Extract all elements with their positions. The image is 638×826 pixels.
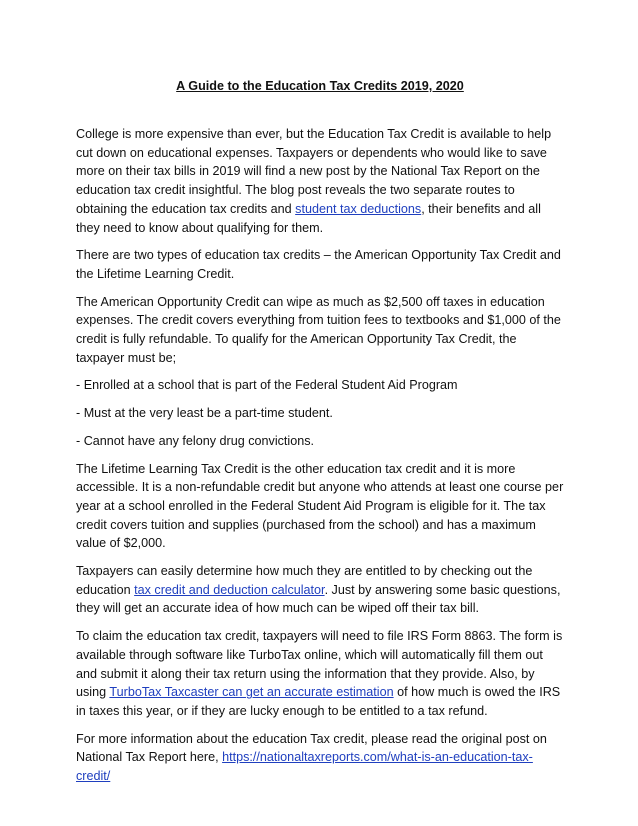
paragraph-claim (76, 627, 566, 721)
paragraph-more-info (76, 730, 566, 786)
paragraph-calculator (76, 562, 566, 618)
original-post-link[interactable]: https://nationaltaxreports.com/what-is-an-education-tax-credit/ (76, 750, 533, 784)
intro-text-before-link: College is more expensive than ever, but the Education Tax Credit is available to help cut down on educational expenses. Taxpayers or dependents who would like to save more on their tax bills in 2019 will find a new post by the National Tax Report on the education tax credit insightful. The blog post reveals the two separate routes to obtaining the education tax credits and (76, 127, 552, 216)
claim-text-after-link: of how much is owed the IRS in taxes this year, or if they are lucky enough to be entitled to a tax refund. (76, 685, 561, 718)
intro-text-after-link: , their benefits and all they need to know about qualifying for them. (76, 201, 541, 235)
tax-calculator-link[interactable]: tax credit and deduction calculator (134, 582, 325, 597)
document-body (76, 125, 566, 795)
calculator-text-after-link: . Just by answering some basic questions, they will get an accurate idea of how much can be wiped off their tax bill. (76, 582, 561, 616)
calculator-text-before-link: Taxpayers can easily determine how much they are entitled to by checking out the education (76, 564, 533, 597)
student-tax-deductions-link[interactable]: student tax deductions (295, 201, 422, 216)
requirement-item: - Cannot have any felony drug convictions. (76, 433, 315, 448)
requirement-item: - Must at the very least be a part-time student. (76, 406, 333, 421)
paragraph-intro (76, 125, 566, 237)
paragraph-lifetime-learning: The Lifetime Learning Tax Credit is the other education tax credit and it is more accessible. It is a non-refundable credit but anyone who attends at least one course per year at a school enrolled in the Federal Student Aid Program is eligible for it. The tax credit covers tuition and supplies (purchased from the school) and has a maximum value of $2,000. (76, 461, 564, 551)
paragraph-credit-types: There are two types of education tax credits – the American Opportunity Tax Credit and the Lifetime Learning Credit. (76, 248, 561, 281)
claim-text-before-link: To claim the education tax credit, taxpayers will need to file IRS Form 8863. The form is available through software like TurboTax online, which will automatically fill them out and submit it along their tax return using the information that they provide. Also, by using (76, 629, 563, 700)
document-title: A Guide to the Education Tax Credits 2019, 2020 (176, 79, 464, 93)
paragraph-american-opportunity: The American Opportunity Credit can wipe as much as $2,500 off taxes in education expenses. The credit covers everything from tuition fees to textbooks and $1,000 of the credit is fully refundable. To qualify for the American Opportunity Tax Credit, the taxpayer must be; (76, 294, 561, 365)
turbotax-taxcaster-link[interactable]: TurboTax Taxcaster can get an accurate estimation (109, 685, 394, 700)
requirement-item: - Enrolled at a school that is part of the Federal Student Aid Program (76, 378, 458, 393)
more-info-text: For more information about the education Tax credit, please read the original post on National Tax Report here, (76, 731, 547, 765)
